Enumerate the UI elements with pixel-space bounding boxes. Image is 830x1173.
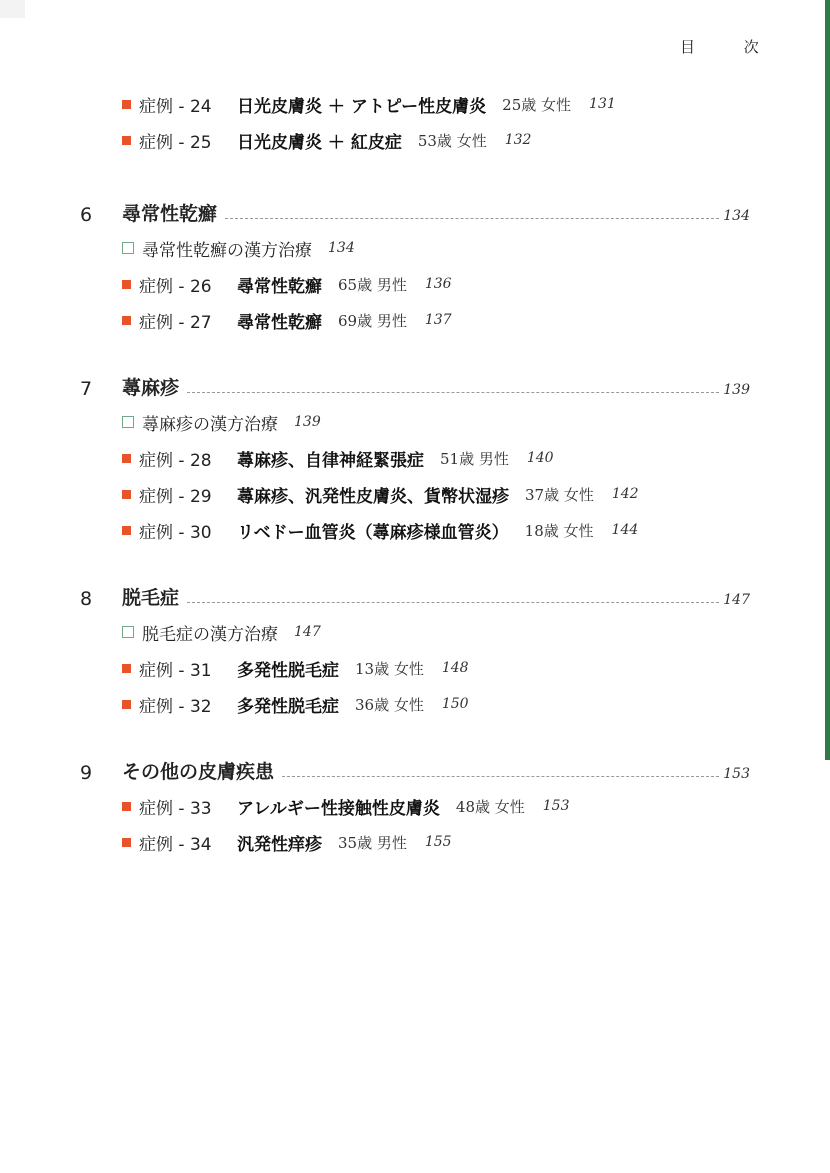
dot-leader <box>282 776 719 777</box>
section-heading[interactable] <box>80 194 750 226</box>
patient-info: 51歳 男性 <box>440 449 509 468</box>
case-title: 尋常性乾癬 <box>237 312 322 333</box>
case-label: 症例 - 31 <box>139 660 212 681</box>
case-label: 症例 - 32 <box>139 696 212 717</box>
case-marker-icon <box>122 316 131 325</box>
section-number: 6 <box>80 204 93 226</box>
toc-section <box>80 578 750 722</box>
case-title: 日光皮膚炎 ＋ アトピー性皮膚炎 <box>237 96 487 117</box>
patient-info: 35歳 男性 <box>338 833 407 852</box>
section-number: 8 <box>80 588 93 610</box>
patient-info: 48歳 女性 <box>455 797 525 816</box>
case-entry[interactable] <box>122 650 750 686</box>
page-number: 150 <box>441 696 469 712</box>
page-number: 142 <box>611 486 639 502</box>
case-marker-icon <box>122 526 131 535</box>
overview-entry[interactable] <box>122 404 750 440</box>
section-heading[interactable] <box>80 578 750 610</box>
case-label: 症例 - 24 <box>139 96 212 117</box>
overview-title: 脱毛症の漢方治療 <box>142 624 278 645</box>
patient-info: 13歳 女性 <box>355 659 424 678</box>
dot-leader <box>225 218 719 219</box>
dot-leader <box>187 602 719 603</box>
case-label: 症例 - 27 <box>139 312 212 333</box>
case-marker-icon <box>122 490 131 499</box>
page-number: 155 <box>424 834 452 850</box>
case-marker-icon <box>122 280 131 289</box>
case-label: 症例 - 25 <box>139 132 212 153</box>
case-entry[interactable] <box>122 86 750 122</box>
page-edge-stripe <box>825 0 830 760</box>
section-page-number: 139 <box>723 382 750 398</box>
case-title: アレルギー性接触性皮膚炎 <box>237 798 440 819</box>
page-header: 目 次 <box>680 38 781 56</box>
overview-marker-icon <box>122 242 134 254</box>
section-heading[interactable] <box>80 368 750 400</box>
case-entry[interactable] <box>122 476 750 512</box>
patient-info: 65歳 男性 <box>338 275 407 294</box>
section-page-number: 147 <box>723 592 750 608</box>
case-entry[interactable] <box>122 122 750 158</box>
toc-section <box>80 194 750 338</box>
patient-info: 18歳 女性 <box>524 521 594 540</box>
case-label: 症例 - 26 <box>139 276 212 297</box>
case-entry[interactable] <box>122 302 750 338</box>
case-title: 汎発性痒疹 <box>237 834 322 855</box>
case-label: 症例 - 33 <box>139 798 212 819</box>
case-entry[interactable] <box>122 788 750 824</box>
overview-title: 尋常性乾癬の漢方治療 <box>142 240 312 261</box>
case-marker-icon <box>122 136 131 145</box>
case-entries <box>80 788 750 860</box>
case-entry[interactable] <box>122 266 750 302</box>
page-number: 147 <box>294 624 321 640</box>
leading-case-list <box>80 86 750 158</box>
page-number: 148 <box>441 660 469 676</box>
overview-marker-icon <box>122 626 134 638</box>
case-label: 症例 - 34 <box>139 834 212 855</box>
case-title: 尋常性乾癬 <box>237 276 322 297</box>
page-number: 131 <box>589 96 616 112</box>
toc-section <box>80 752 750 860</box>
patient-info: 37歳 女性 <box>525 485 594 504</box>
case-marker-icon <box>122 802 131 811</box>
case-entries <box>80 86 750 158</box>
case-entry[interactable] <box>122 824 750 860</box>
dot-leader <box>187 392 719 393</box>
case-entry[interactable] <box>122 440 750 476</box>
page-number: 136 <box>424 276 452 292</box>
page-number: 144 <box>611 522 639 538</box>
case-title: 蕁麻疹、汎発性皮膚炎、貨幣状湿疹 <box>237 486 509 507</box>
patient-info: 69歳 男性 <box>338 311 407 330</box>
patient-info: 36歳 女性 <box>355 695 424 714</box>
section-heading[interactable] <box>80 752 750 784</box>
case-entry[interactable] <box>122 512 750 548</box>
page-number: 134 <box>328 240 355 256</box>
patient-info: 53歳 女性 <box>417 131 487 150</box>
case-title: リベドー血管炎（蕁麻疹様血管炎） <box>237 522 509 543</box>
patient-info: 25歳 女性 <box>502 95 572 114</box>
case-title: 蕁麻疹、自律神経緊張症 <box>237 450 424 471</box>
case-title: 多発性脱毛症 <box>237 660 339 681</box>
section-title: その他の皮膚疾患 <box>122 761 275 783</box>
case-marker-icon <box>122 700 131 709</box>
case-marker-icon <box>122 664 131 673</box>
section-title: 脱毛症 <box>122 587 180 609</box>
page-number: 153 <box>542 798 570 814</box>
case-entries <box>80 614 750 722</box>
overview-title: 蕁麻疹の漢方治療 <box>142 414 278 435</box>
case-marker-icon <box>122 454 131 463</box>
section-page-number: 153 <box>723 766 750 782</box>
section-page-number: 134 <box>723 208 750 224</box>
section-number: 9 <box>80 762 93 784</box>
section-number: 7 <box>80 378 93 400</box>
page-number: 137 <box>424 312 452 328</box>
case-label: 症例 - 29 <box>139 486 212 507</box>
page-number: 139 <box>294 414 321 430</box>
case-entries <box>80 230 750 338</box>
case-label: 症例 - 28 <box>139 450 212 471</box>
toc-section <box>80 368 750 548</box>
page-corner <box>0 0 25 18</box>
page-number: 132 <box>504 132 532 148</box>
case-marker-icon <box>122 100 131 109</box>
table-of-contents <box>80 86 750 890</box>
overview-entry[interactable] <box>122 614 750 650</box>
case-title: 日光皮膚炎 ＋ 紅皮症 <box>237 132 402 153</box>
section-title: 蕁麻疹 <box>122 377 180 399</box>
case-label: 症例 - 30 <box>139 522 212 543</box>
case-title: 多発性脱毛症 <box>237 696 339 717</box>
overview-marker-icon <box>122 416 134 428</box>
section-title: 尋常性乾癬 <box>122 203 218 225</box>
case-entries <box>80 404 750 548</box>
overview-entry[interactable] <box>122 230 750 266</box>
page-number: 140 <box>526 450 554 466</box>
case-marker-icon <box>122 838 131 847</box>
case-entry[interactable] <box>122 686 750 722</box>
